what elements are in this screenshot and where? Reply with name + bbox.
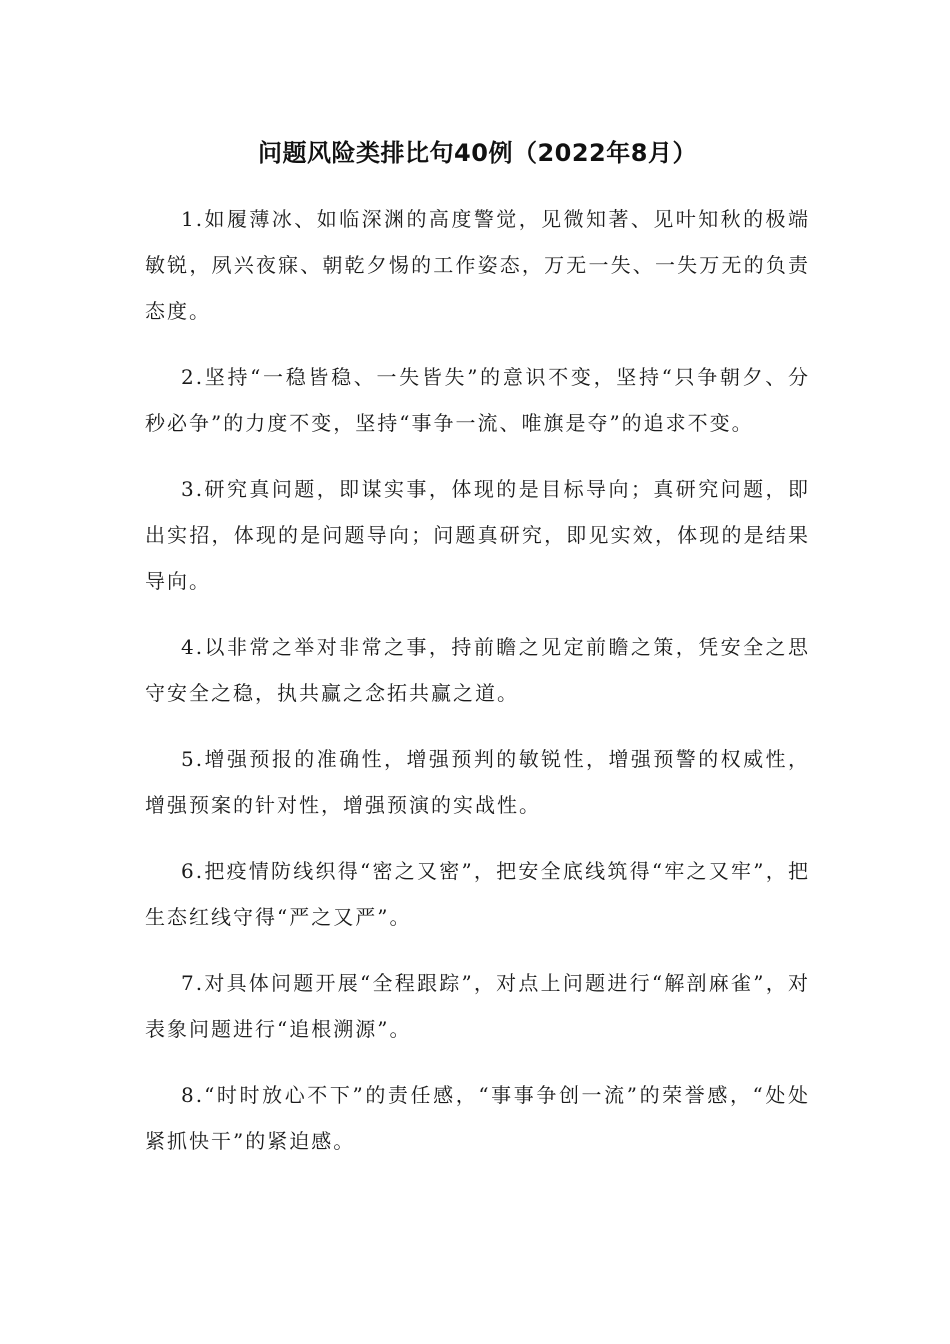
list-item: 4.以非常之举对非常之事，持前瞻之见定前瞻之策，凭安全之思守安全之稳，执共赢之念拓共赢之道。 [145, 635, 810, 705]
item-list [145, 196, 810, 1164]
list-item: 7.对具体问题开展“全程跟踪”，对点上问题进行“解剖麻雀”，对表象问题进行“追根溯源”。 [145, 971, 810, 1041]
list-item: 6.把疫情防线织得“密之又密”，把安全底线筑得“牢之又牢”，把生态红线守得“严之又严”。 [145, 859, 810, 929]
list-item: 8.“时时放心不下”的责任感，“事事争创一流”的荣誉感，“处处紧抓快干”的紧迫感。 [145, 1083, 810, 1153]
list-item: 3.研究真问题，即谋实事，体现的是目标导向；真研究问题，即出实招，体现的是问题导向；问题真研究，即见实效，体现的是结果导向。 [145, 477, 810, 593]
list-item: 1.如履薄冰、如临深渊的高度警觉，见微知著、见叶知秋的极端敏锐，夙兴夜寐、朝乾夕惕的工作姿态，万无一失、一失万无的负责态度。 [145, 207, 810, 323]
list-item: 2.坚持“一稳皆稳、一失皆失”的意识不变，坚持“只争朝夕、分秒必争”的力度不变，坚持“事争一流、唯旗是夺”的追求不变。 [145, 365, 810, 435]
list-item: 5.增强预报的准确性，增强预判的敏锐性，增强预警的权威性，增强预案的针对性，增强预演的实战性。 [145, 747, 810, 817]
document-title: 问题风险类排比句40例（2022年8月） [258, 139, 697, 167]
